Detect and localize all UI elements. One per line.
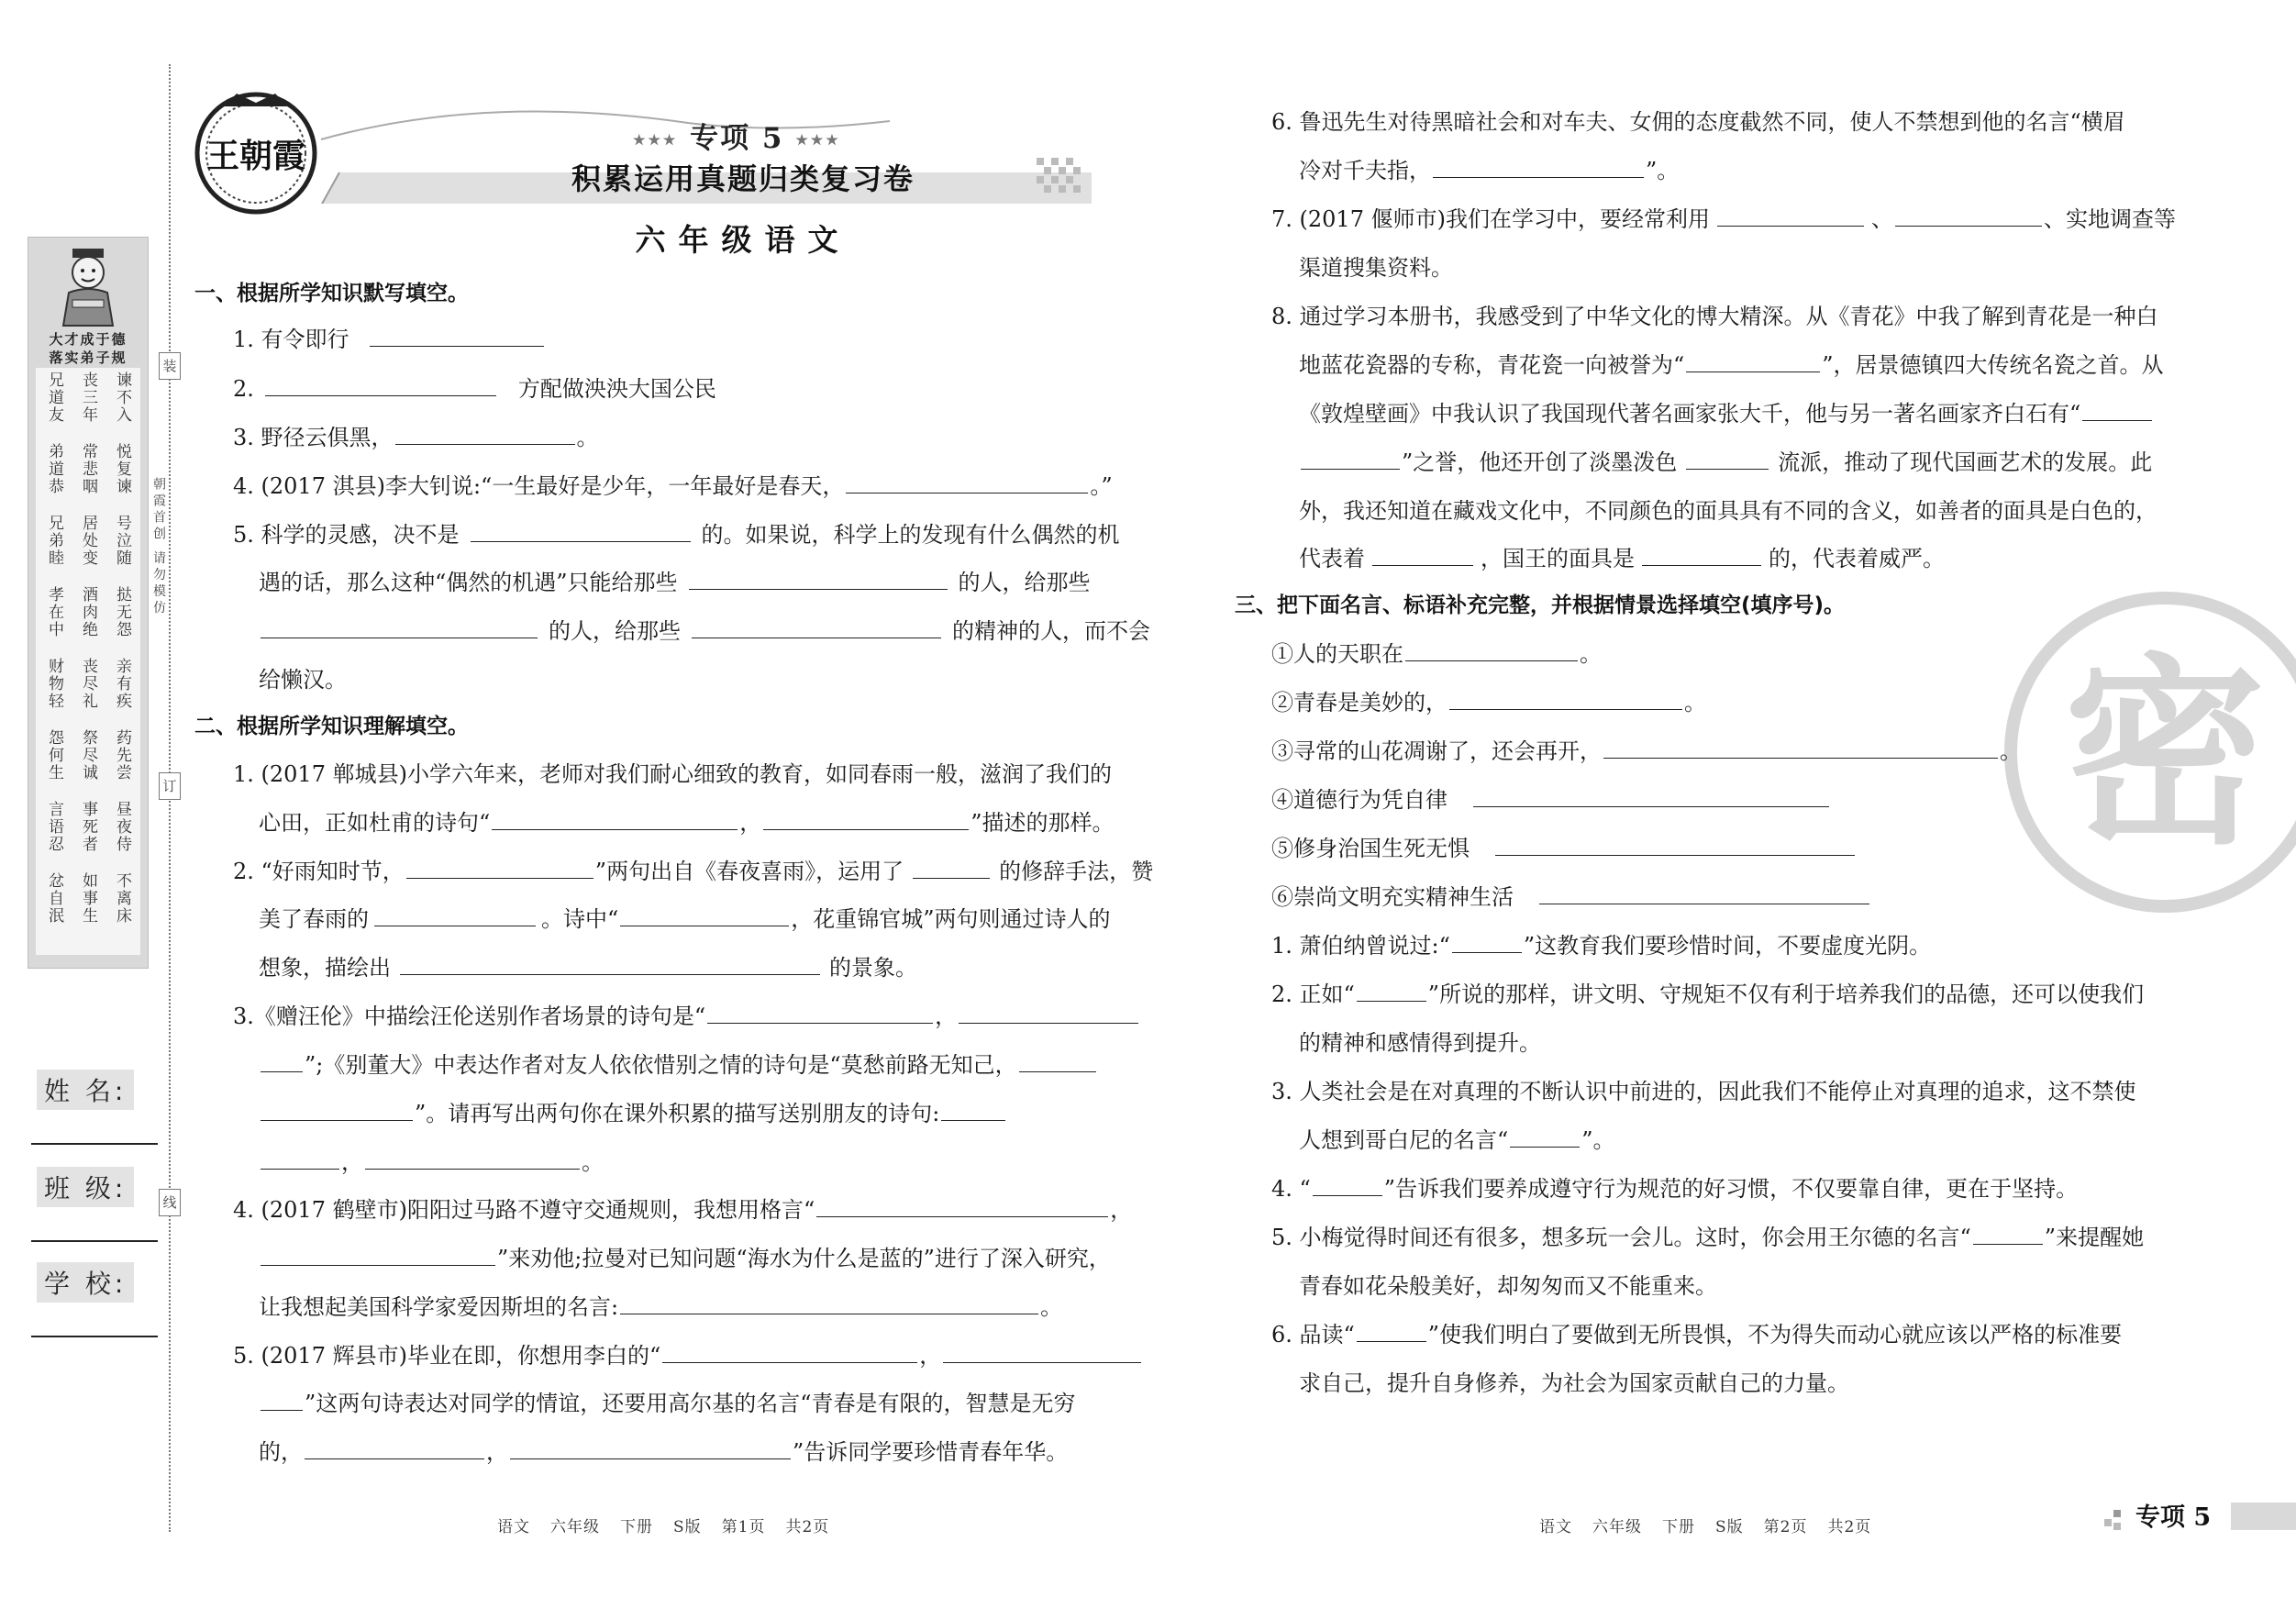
answer-blank[interactable]	[959, 1003, 1138, 1024]
question-3-3: 3. 人类社会是在对真理的不断认识中前进的，因此我们不能停止对真理的追求，这不禁使	[1271, 1079, 2136, 1104]
quote-3: ③寻常的山花凋谢了，还会再开， 。	[1271, 738, 2022, 764]
answer-blank[interactable]	[689, 569, 948, 590]
question-2-2: 2. “好雨知时节， ”两句出自《春夜喜雨》，运用了 的修辞手法，赞	[233, 859, 1154, 884]
answer-blank[interactable]	[1973, 1224, 2043, 1245]
dizigui-row: 孝在中 酒肉绝 挞无怨	[45, 586, 131, 638]
banner-title: 积累运用真题归类复习卷	[571, 161, 915, 196]
question-3-6: 6. 品读“ ”使我们明白了要做到无所畏惧，不为得失而动心就应该以严格的标准要	[1271, 1322, 2123, 1347]
answer-blank[interactable]	[492, 809, 738, 830]
answer-blank[interactable]	[1895, 205, 2042, 227]
question-3-5: 5. 小梅觉得时间还有很多，想多玩一会儿。这时，你会用王尔德的名言“ ”来提醒她	[1271, 1225, 2145, 1250]
class-label: 班 级:	[37, 1167, 134, 1207]
scholar-figure-icon	[49, 245, 128, 327]
answer-blank[interactable]	[707, 1003, 933, 1024]
question-2-8-line-6: 代表着 ，国王的面具是 的，代表着威严。	[1299, 546, 1945, 571]
quote-2: ②青春是美妙的， 。	[1271, 690, 1706, 715]
topic-badge: ★★★ 专项 5 ★★★	[633, 122, 841, 155]
name-label: 姓 名:	[37, 1070, 134, 1110]
dizigui-row: 怨何生 祭尽诚 药先尝	[45, 729, 131, 782]
slogan-6: ⑥崇尚文明充实精神生活	[1271, 882, 1871, 912]
answer-blank[interactable]	[261, 617, 538, 638]
question-1-5-line-3: 的人，给那些 的精神的人，而不会	[259, 616, 1150, 646]
answer-blank[interactable]	[1449, 689, 1682, 710]
motto-line-1: 大才成于德	[49, 331, 128, 348]
answer-blank[interactable]	[943, 1342, 1141, 1363]
question-1-5: 5. 科学的灵感，决不是 的。如果说，科学上的发现有什么偶然的机	[233, 522, 1120, 548]
question-3-2: 2. 正如“ ”所说的那样，讲文明、守规矩不仅有利于培养我们的品德，还可以使我们	[1271, 981, 2145, 1007]
answer-blank[interactable]	[395, 424, 575, 445]
question-2-3: 3.《赠汪伦》中描绘汪伦送别作者场景的诗句是“ ，	[233, 1002, 1140, 1031]
answer-blank[interactable]	[1301, 449, 1400, 470]
school-label: 学 校:	[37, 1262, 134, 1303]
question-2-4-line-2: ”来劝他;拉曼对已知问题“海水为什么是蓝的”进行了深入研究，	[259, 1244, 1111, 1273]
school-field[interactable]	[31, 1336, 158, 1337]
slogan-5: ⑤修身治国生死无惧	[1271, 834, 1857, 863]
dizigui-row: 财物轻 丧尽礼 亲有疾	[45, 658, 131, 710]
class-field[interactable]	[31, 1240, 158, 1242]
answer-blank[interactable]	[763, 809, 969, 830]
answer-blank[interactable]	[1372, 545, 1473, 566]
margin-strip	[28, 237, 149, 969]
question-3-3-line-2: 人想到哥白尼的名言“ ”。	[1299, 1127, 1615, 1153]
answer-blank[interactable]	[406, 858, 593, 879]
question-1-5-line-4: 给懒汉。	[259, 667, 347, 693]
question-1-3: 3. 野径云俱黑， 。	[233, 425, 599, 450]
question-2-1: 1. (2017 郸城县)小学六年来，老师对我们耐心细致的教育，如同春雨一般，滋润了我们的	[233, 761, 1112, 787]
wangzhaoxia-logo	[191, 88, 321, 218]
question-2-3-line-4: ， 。	[259, 1148, 604, 1177]
cut-mark: 线	[159, 1189, 181, 1216]
dizigui-row: 言语忍 事死者 昼夜侍	[45, 801, 131, 853]
question-2-8-line-2: 地蓝花瓷器的专称，青花瓷一向被誉为“ ”，居景德镇四大传统名瓷之首。从	[1299, 352, 2164, 378]
dizigui-columns	[36, 368, 140, 955]
question-1-2: 2. 方配做泱泱大国公民	[233, 376, 716, 402]
question-2-4: 4. (2017 鹤壁市)阳阳过马路不遵守交通规则，我想用格言“ ，	[233, 1197, 1133, 1223]
answer-blank[interactable]	[1019, 1051, 1096, 1072]
subject-title: 六年级语文	[635, 222, 851, 258]
question-2-8-line-5: 外，我还知道在藏戏文化中，不同颜色的面具具有不同的含义，如善者的面具是白色的，	[1299, 498, 2157, 524]
question-3-6-line-2: 求自己，提升自身修养，为社会为国家贡献自己的力量。	[1299, 1370, 1849, 1396]
answer-blank[interactable]	[1686, 449, 1769, 470]
slogan-4: ④道德行为凭自律	[1271, 785, 1831, 815]
question-3-1: 1. 萧伯纳曾说过:“ ”这教育我们要珍惜时间，不要虚度光阴。	[1271, 933, 1932, 959]
answer-blank[interactable]	[1357, 981, 1426, 1002]
answer-blank[interactable]	[1452, 932, 1522, 953]
answer-blank[interactable]	[1357, 1321, 1426, 1342]
dizigui-row: 兄道友 丧三年 谏不入	[45, 372, 131, 424]
question-2-8-line-3: 《敦煌壁画》中我认识了我国现代著名画家张大千，他与另一著名画家齐白石有“	[1299, 399, 2154, 428]
answer-blank[interactable]	[365, 1148, 580, 1170]
vertical-notice: 朝霞首创 请勿模仿	[151, 477, 166, 617]
logo-text: 王朝霞	[205, 137, 306, 175]
question-2-5: 5. (2017 辉县市)毕业在即，你想用李白的“ ，	[233, 1341, 1143, 1370]
topic-number: 专项 5	[690, 122, 784, 155]
question-2-8: 8. 通过学习本册书，我感受到了中华文化的博大精深。从《青花》中我了解到青花是一种白	[1271, 304, 2158, 329]
question-2-3-line-2: ”;《别董大》中表达作者对友人依依惜别之情的诗句是“莫愁前路无知己，	[259, 1050, 1098, 1080]
answer-blank[interactable]	[261, 1100, 413, 1121]
question-1-5-line-2: 遇的话，那么这种“偶然的机遇”只能给那些 的人，给那些	[259, 570, 1091, 595]
answer-blank[interactable]	[471, 521, 691, 542]
cut-mark: 装	[159, 352, 181, 380]
dizigui-row: 兄弟睦 居处变 号泣随	[45, 515, 131, 567]
dizigui-row: 忿自泯 如事生 不离床	[45, 872, 131, 925]
answer-blank[interactable]	[261, 1148, 339, 1170]
question-2-7-line-2: 渠道搜集资料。	[1299, 255, 1453, 281]
answer-blank[interactable]	[913, 858, 990, 879]
answer-blank[interactable]	[1433, 157, 1644, 178]
stamp-char: 密	[2063, 637, 2267, 871]
question-2-1-line-2: 心田，正如杜甫的诗句“ ， ”描述的那样。	[259, 810, 1115, 836]
answer-blank[interactable]	[1313, 1175, 1382, 1196]
topic-page-badge	[2093, 1495, 2296, 1534]
question-2-2-line-2: 美了春雨的 。诗中“ ，花重锦官城”两句则通过诗人的	[259, 906, 1111, 932]
dizigui-row: 弟道恭 常悲咽 悦复谏	[45, 443, 131, 495]
question-2-5-line-2: ”这两句诗表达对同学的情谊，还要用高尔基的名言“青春是有限的，智慧是无穷	[259, 1389, 1076, 1418]
question-1-1: 1. 有令即行	[233, 325, 546, 354]
question-2-8-line-4: ”之誉，他还开创了淡墨泼色 流派，推动了现代国画艺术的发展。此	[1299, 448, 2152, 477]
section-3-heading: 三、把下面名言、标语补充完整，并根据情景选择填空(填序号)。	[1235, 593, 1846, 617]
question-3-5-line-2: 青春如花朵般美好，却匆匆而又不能重来。	[1299, 1273, 1717, 1299]
answer-blank[interactable]	[1405, 640, 1578, 661]
name-field[interactable]	[31, 1143, 158, 1145]
answer-blank[interactable]	[1603, 738, 1998, 759]
question-2-3-line-3: ”。请再写出两句你在课外积累的描写送别朋友的诗句:	[259, 1099, 1007, 1128]
question-3-4: 4. “ ”告诉我们要养成遵守行为规范的好习惯，不仅要靠自律，更在于坚持。	[1271, 1176, 2079, 1202]
question-3-2-line-2: 的精神和感情得到提升。	[1299, 1030, 1541, 1056]
section-1-heading: 一、根据所学知识默写填空。	[194, 282, 469, 305]
answer-blank[interactable]	[846, 472, 1088, 494]
secret-stamp	[1981, 587, 2296, 917]
answer-blank[interactable]	[816, 1196, 1108, 1217]
page-2-footer: 语文 六年级 下册 S版 第2页 共2页	[1539, 1518, 1872, 1536]
answer-blank[interactable]	[261, 1390, 303, 1411]
answer-blank[interactable]	[2082, 400, 2152, 421]
cut-mark: 订	[159, 772, 181, 800]
answer-blank[interactable]	[1495, 835, 1855, 856]
quote-1: ①人的天职在 。	[1271, 641, 1602, 667]
question-2-7: 7. (2017 偃师市)我们在学习中，要经常利用 、 、实地调查等	[1271, 206, 2176, 232]
question-2-4-line-3: 让我想起美国科学家爱因斯坦的名言: 。	[259, 1294, 1063, 1320]
question-1-4: 4. (2017 淇县)李大钊说:“一生最好是少年，一年最好是春天， 。”	[233, 473, 1113, 499]
question-2-5-line-3: 的， ， ”告诉同学要珍惜青春年华。	[259, 1439, 1069, 1465]
answer-blank[interactable]	[510, 1438, 791, 1459]
answer-blank[interactable]	[1717, 205, 1864, 227]
question-2-6-line-2: 冷对千夫指， ”。	[1299, 158, 1680, 183]
answer-blank[interactable]	[620, 905, 789, 926]
answer-blank[interactable]	[265, 375, 496, 396]
motto-line-2: 落实弟子规	[49, 349, 128, 366]
answer-blank[interactable]	[305, 1438, 484, 1459]
answer-blank[interactable]	[692, 617, 941, 638]
answer-blank[interactable]	[941, 1100, 1005, 1121]
page-1-footer: 语文 六年级 下册 S版 第1页 共2页	[497, 1518, 830, 1536]
answer-blank[interactable]	[1539, 883, 1869, 904]
answer-blank[interactable]	[370, 326, 544, 347]
answer-blank[interactable]	[374, 905, 536, 926]
answer-blank[interactable]	[261, 1051, 303, 1072]
section-2-heading: 二、根据所学知识理解填空。	[194, 715, 469, 738]
answer-blank[interactable]	[1473, 786, 1829, 807]
question-2-6: 6. 鲁迅先生对待黑暗社会和对车夫、女佣的态度截然不同，使人不禁想到他的名言“横眉	[1271, 109, 2125, 135]
answer-blank[interactable]	[261, 1245, 495, 1266]
answer-blank[interactable]	[662, 1342, 917, 1363]
answer-blank[interactable]	[1642, 545, 1761, 566]
answer-blank[interactable]	[1686, 351, 1820, 372]
topic-page-badge-text: 专项 5	[2130, 1497, 2216, 1533]
answer-blank[interactable]	[400, 954, 820, 975]
answer-blank[interactable]	[620, 1293, 1038, 1314]
answer-blank[interactable]	[1510, 1126, 1580, 1148]
question-2-2-line-3: 想象，描绘出 的景象。	[259, 955, 917, 981]
